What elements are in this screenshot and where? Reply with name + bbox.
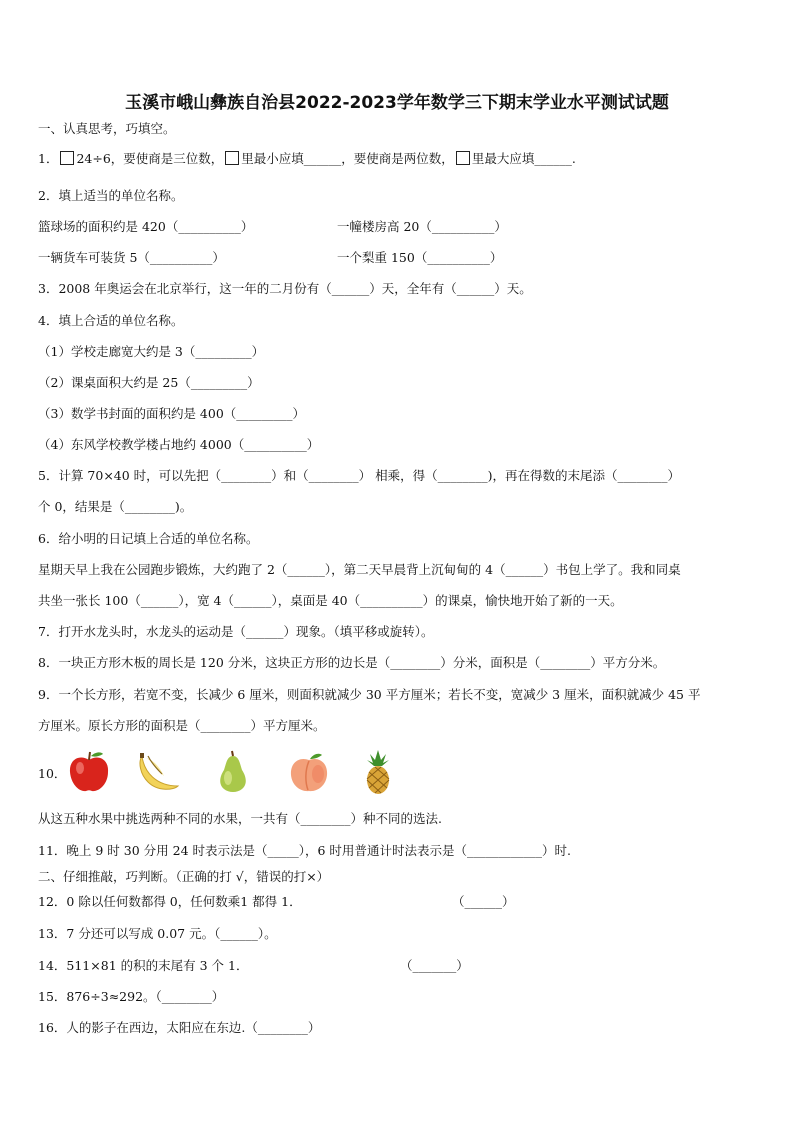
- question-4-4: （4）东风学校教学楼占地约 4000（__________）: [38, 437, 320, 452]
- question-11: 11．晚上 9 时 30 分用 24 时表示法是（_____），6 时用普通计时法表示是（____________）时.: [38, 843, 571, 858]
- question-13: 13．7 分还可以写成 0.07 元。（______）。: [38, 926, 277, 941]
- blank-box: [60, 151, 74, 165]
- question-16: 16．人的影子在西边，太阳应在东边.（________）: [38, 1020, 321, 1035]
- question-12: 12．0 除以任何数都得 0，任何数乘1 都得 1．: [38, 894, 302, 909]
- question-2-c: 一辆货车可装货 5（__________）: [38, 250, 225, 265]
- question-6-line-1: 星期天早上我在公园跑步锻炼，大约跑了 2（______），第二天早晨背上沉甸甸的 4（______）书包上学了。我和同桌: [38, 562, 681, 577]
- question-7: 7．打开水龙头时，水龙头的运动是（______）现象。（填平移或旋转）。: [38, 624, 434, 639]
- question-14-blank: （_______）: [400, 958, 469, 973]
- fruit-row: [38, 748, 458, 796]
- section-heading-judge: 二、仔细推敲，巧判断。（正确的打 √，错误的打×）: [38, 869, 330, 884]
- peach-icon: [286, 750, 332, 794]
- question-15: 15．876÷3≈292。（________）: [38, 989, 225, 1004]
- question-1-number: 1．: [38, 151, 59, 166]
- pear-icon: [210, 750, 256, 794]
- page-title: 玉溪市峨山彝族自治县2022-2023学年数学三下期末学业水平测试试题: [125, 93, 669, 113]
- banana-icon: [134, 750, 184, 794]
- pineapple-icon: [358, 748, 398, 796]
- question-2-d: 一个梨重 150（__________）: [337, 250, 503, 265]
- question-5-line-2: 个 0，结果是（________)。: [38, 499, 193, 514]
- blank-box: [225, 151, 239, 165]
- question-4-1: （1）学校走廊宽大约是 3（_________）: [38, 344, 265, 359]
- question-10-number: 10．: [38, 766, 67, 781]
- blank-box: [456, 151, 470, 165]
- question-12-blank: （______）: [452, 894, 515, 909]
- section-heading-fill-in: 一、认真思考，巧填空。: [38, 121, 176, 136]
- question-2-a: 篮球场的面积约是 420（__________）: [38, 219, 254, 234]
- question-6-line-2: 共坐一张长 100（______），宽 4（______），桌面是 40（__________）的课桌，愉快地开始了新的一天。: [38, 593, 623, 608]
- question-1: [38, 151, 576, 167]
- question-14: 14．511×81 的积的末尾有 3 个 1．: [38, 958, 249, 973]
- question-4-2: （2）课桌面积大约是 25（_________）: [38, 375, 260, 390]
- question-1-part-c: 里最大应填______.: [471, 151, 576, 166]
- question-3: 3．2008 年奥运会在北京举行，这一年的二月份有（______）天，全年有（______）天。: [38, 281, 532, 296]
- question-1-part-a: 24÷6，要使商是三位数，: [76, 151, 224, 166]
- question-2-b: 一幢楼房高 20（__________）: [337, 219, 507, 234]
- question-4: 4．填上合适的单位名称。: [38, 313, 184, 328]
- question-1-part-b: 里最小应填______，要使商是两位数，: [241, 151, 454, 166]
- question-6: 6．给小明的日记填上合适的单位名称。: [38, 531, 259, 546]
- question-9-line-2: 方厘米。原长方形的面积是（________）平方厘米。: [38, 718, 326, 733]
- question-9-line-1: 9．一个长方形，若宽不变，长减少 6 厘米，则面积就减少 30 平方厘米；若长不变，宽减少 3 厘米，面积就减少 45 平: [38, 687, 701, 702]
- question-10: 从这五种水果中挑选两种不同的水果，一共有（________）种不同的选法.: [38, 811, 442, 826]
- question-5-line-1: 5．计算 70×40 时，可以先把（________）和（________） 相乘，得（________)，再在得数的末尾添（________）: [38, 468, 681, 483]
- question-4-3: （3）数学书封面的面积约是 400（_________）: [38, 406, 306, 421]
- question-8: 8．一块正方形木板的周长是 120 分米，这块正方形的边长是（________）分米，面积是（________）平方分米。: [38, 655, 666, 670]
- question-2: 2．填上适当的单位名称。: [38, 188, 184, 203]
- apple-icon: [66, 750, 112, 794]
